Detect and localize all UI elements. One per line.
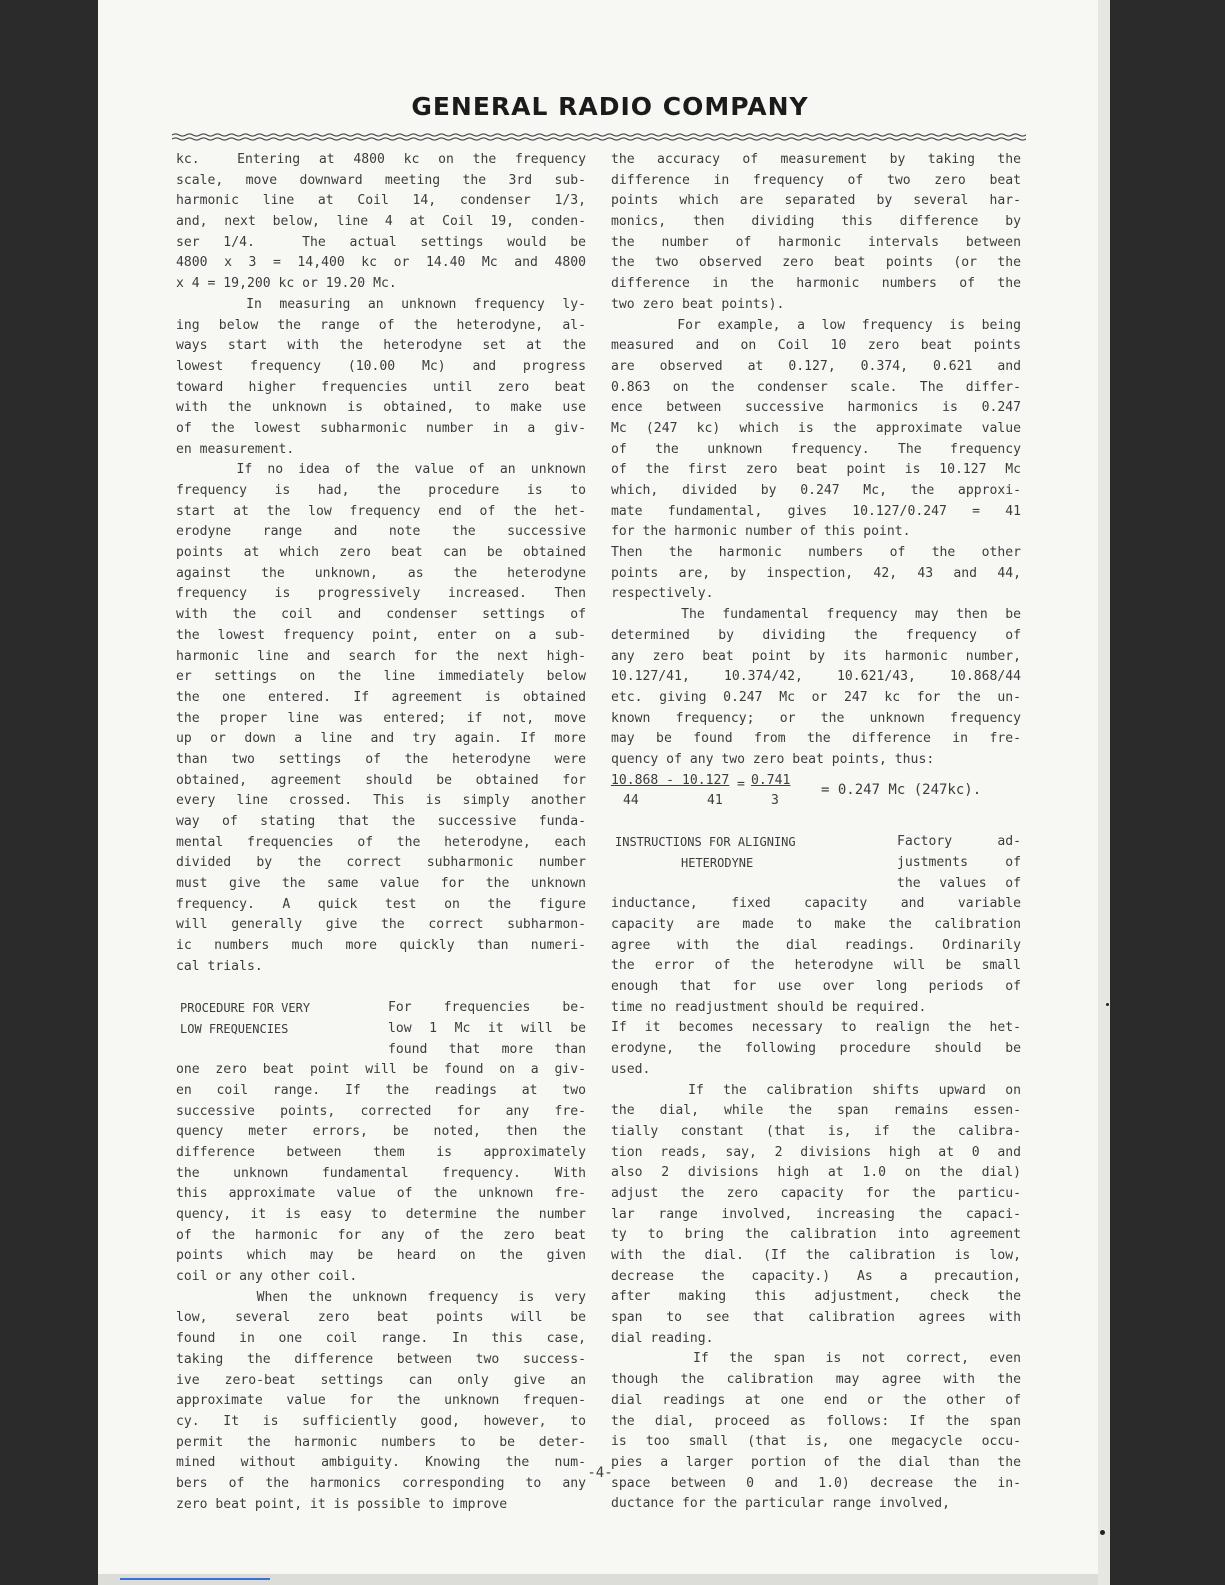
left-column-line: approximate value for the unknown frequen- xyxy=(176,1393,586,1409)
right-column-line: adjust the zero capacity for the particu- xyxy=(611,1185,1021,1201)
right-column-line: pies a larger portion of the dial than the xyxy=(611,1454,1021,1470)
left-column-line: successive points, corrected for any fre- xyxy=(176,1103,586,1119)
left-column-line: ing below the range of the heterodyne, al- xyxy=(176,317,586,333)
left-column-line: against the unknown, as the heterodyne xyxy=(176,565,586,581)
formula-denominator-3: 3 xyxy=(771,792,779,808)
left-column-line: en measurement. xyxy=(176,441,295,457)
right-column-line: is too small (that is, one megacycle occu- xyxy=(611,1434,1021,1450)
right-column-line: span to see that calibration agrees with xyxy=(611,1310,1021,1326)
left-column-line: the proper line was entered; if not, move xyxy=(176,710,586,726)
right-column-line: may be found from the difference in fre- xyxy=(611,731,1021,747)
right-column-line: tion reads, say, 2 divisions high at 0 and xyxy=(611,1144,1021,1160)
left-column-line: than two settings of the heterodyne were xyxy=(176,751,586,767)
right-column xyxy=(611,150,1021,1515)
right-column-line: difference in the harmonic numbers of the xyxy=(611,276,1021,292)
left-column-line: points at which zero beat can be obtained xyxy=(176,545,586,561)
right-column-line: If it becomes necessary to realign the het- xyxy=(611,1020,1021,1036)
left-column-line: cal trials. xyxy=(176,958,263,974)
right-column-line: mate fundamental, gives 10.127/0.247 = 41 xyxy=(611,503,1021,519)
section-heading-line-2: HETERODYNE xyxy=(681,856,754,870)
section-low-frequencies xyxy=(176,998,586,1060)
left-column-line: lowest frequency (10.00 Mc) and progress xyxy=(176,358,586,374)
section-heading-line-1: INSTRUCTIONS FOR ALIGNING xyxy=(615,835,796,850)
left-column-line: mined without ambiguity. Knowing the num- xyxy=(176,1455,586,1471)
right-column-line: ence between successive harmonics is 0.247 xyxy=(611,400,1021,416)
left-column-line: low, several zero beat points will be xyxy=(176,1310,586,1326)
right-column-line: points are, by inspection, 42, 43 and 44, xyxy=(611,565,1021,581)
formula-result: = 0.247 Mc (247kc). xyxy=(821,781,982,798)
left-column-line: the lowest frequency point, enter on a sub- xyxy=(176,627,586,643)
page-number: -4- xyxy=(587,1465,613,1481)
right-column-line: time no readjustment should be required. xyxy=(611,999,927,1015)
right-column-line: The fundamental frequency may then be xyxy=(611,607,1021,623)
left-column-line: taking the difference between two success- xyxy=(176,1351,586,1367)
left-column-line: coil or any other coil. xyxy=(176,1269,358,1285)
header-wavy-rule xyxy=(172,130,1026,144)
left-column-line: the unknown fundamental frequency. With xyxy=(176,1165,586,1181)
right-column-line: the number of harmonic intervals between xyxy=(611,234,1021,250)
right-column-line: monics, then dividing this difference by xyxy=(611,214,1021,230)
left-column-line: ways start with the heterodyne set at the xyxy=(176,338,586,354)
right-column-line: known frequency; or the unknown frequency xyxy=(611,710,1021,726)
left-column-line: erodyne range and note the successive xyxy=(176,524,586,540)
section-intro-line-3: found that more than xyxy=(388,1041,586,1057)
right-column-line: enough that for use over long periods of xyxy=(611,979,1021,995)
right-column-line: If the calibration shifts upward on xyxy=(611,1082,1021,1098)
right-column-line: capacity are made to make the calibration xyxy=(611,917,1021,932)
right-column-line: difference in frequency of two zero beat xyxy=(611,172,1021,188)
left-column-line: must give the same value for the unknown xyxy=(176,876,586,892)
right-column-line: any zero beat point by its harmonic number, xyxy=(611,648,1021,664)
right-column-line: which, divided by 0.247 Mc, the approxi- xyxy=(611,483,1021,498)
right-text-block-2 xyxy=(611,894,1021,1515)
left-column-line: every line crossed. This is simply another xyxy=(176,793,586,809)
left-column-line: cy. It is sufficiently good, however, to xyxy=(176,1413,586,1429)
right-column-line: 10.127/41, 10.374/42, 10.621/43, 10.868/44 xyxy=(611,669,1021,685)
company-header: GENERAL RADIO COMPANY xyxy=(411,92,809,121)
right-column-line: are observed at 0.127, 0.374, 0.621 and xyxy=(611,358,1021,374)
left-column-line: kc. Entering at 4800 kc on the frequency xyxy=(176,152,586,167)
left-column-line: of the harmonic for any of the zero beat xyxy=(176,1227,586,1243)
right-column-line: also 2 divisions high at 1.0 on the dial) xyxy=(611,1165,1021,1181)
scan-speck xyxy=(1100,1530,1105,1535)
right-column-line: measured and on Coil 10 zero beat points xyxy=(611,338,1021,354)
right-column-line: though the calibration may agree with the xyxy=(611,1372,1021,1388)
right-column-line: used. xyxy=(611,1061,651,1077)
right-column-line: determined by dividing the frequency of xyxy=(611,627,1021,643)
left-column-line: er settings on the line immediately below xyxy=(176,669,586,685)
left-column-line: obtained, agreement should be obtained for xyxy=(176,772,586,788)
right-column-line: two zero beat points). xyxy=(611,296,785,312)
left-column xyxy=(176,150,586,1515)
left-column-line: bers of the harmonics corresponding to any xyxy=(176,1475,586,1491)
left-column-line: and, next below, line 4 at Coil 19, conden- xyxy=(176,214,586,230)
left-column-line: permit the harmonic numbers to be deter- xyxy=(176,1434,586,1450)
right-column-line: dial reading. xyxy=(611,1330,714,1346)
formula-denominator-1: 44 xyxy=(623,792,639,808)
scan-bottom-link xyxy=(120,1578,270,1580)
section-intro-line-1: For frequencies be- xyxy=(388,1000,586,1016)
left-column-line: one zero beat point will be found on a giv- xyxy=(176,1062,586,1078)
right-column-line: the dial, while the span remains essen- xyxy=(611,1103,1021,1119)
formula-denominator-2: 41 xyxy=(707,792,723,808)
formula-equals-1: = xyxy=(737,776,745,792)
right-column-line: erodyne, the following procedure should be xyxy=(611,1041,1021,1057)
right-column-line: the error of the heterodyne will be small xyxy=(611,958,1021,974)
left-column-line: frequency. A quick test on the figure xyxy=(176,896,586,912)
formula-numerator-1: 10.868 - 10.127 xyxy=(611,772,730,788)
left-column-line: harmonic line and search for the next high- xyxy=(176,648,586,664)
right-column-line: of the unknown frequency. The frequency xyxy=(611,441,1021,457)
left-column-line: divided by the correct subharmonic number xyxy=(176,855,586,871)
left-column-line: with the unknown is obtained, to make use xyxy=(176,400,586,416)
section-intro-line-2: justments of xyxy=(897,855,1021,870)
formula xyxy=(611,771,1021,812)
left-column-line: 4800 x 3 = 14,400 kc or 14.40 Mc and 4800 xyxy=(176,255,586,271)
left-column-line: quency meter errors, be noted, then the xyxy=(176,1124,586,1140)
left-column-line: found in one coil range. In this case, xyxy=(176,1331,586,1347)
section-heading-line-1: PROCEDURE FOR VERY xyxy=(180,1001,311,1016)
left-column-line: ive zero-beat settings can only give an xyxy=(176,1372,586,1388)
right-column-line: For example, a low frequency is being xyxy=(611,317,1021,333)
right-column-line: after making this adjustment, check the xyxy=(611,1289,1021,1305)
left-text-block-2 xyxy=(176,1060,586,1515)
section-intro-line-2: low 1 Mc it will be xyxy=(388,1020,586,1036)
left-column-line: scale, move downward meeting the 3rd sub- xyxy=(176,172,586,188)
right-column-line: quency of any two zero beat points, thus: xyxy=(611,751,935,767)
right-column-line: the accuracy of measurement by taking the xyxy=(611,152,1021,167)
left-column-line: this approximate value of the unknown fre- xyxy=(176,1186,586,1202)
left-column-line: harmonic line at Coil 14, condenser 1/3, xyxy=(176,193,586,209)
left-column-line: ic numbers much more quickly than numeri- xyxy=(176,938,586,954)
left-column-line: with the coil and condenser settings of xyxy=(176,607,586,623)
section-intro-line-1: Factory ad- xyxy=(897,834,1021,850)
right-column-line: inductance, fixed capacity and variable xyxy=(611,896,1021,912)
left-column-line: toward higher frequencies until zero beat xyxy=(176,379,586,395)
left-column-line: zero beat point, it is possible to improve xyxy=(176,1496,508,1512)
section-heading-line-2: LOW FREQUENCIES xyxy=(180,1021,289,1036)
left-column-line: points which may be heard on the given xyxy=(176,1248,586,1264)
section-intro-line-3: the values of xyxy=(897,875,1021,891)
page-edge xyxy=(1098,0,1110,1585)
right-column-line: dial readings at one end or the other of xyxy=(611,1392,1021,1408)
right-column-line: for the harmonic number of this point. xyxy=(611,524,911,540)
right-column-line: the dial, proceed as follows: If the span xyxy=(611,1413,1021,1429)
right-column-line: Then the harmonic numbers of the other xyxy=(611,545,1021,561)
left-column-line: x 4 = 19,200 kc or 19.20 Mc. xyxy=(176,276,397,292)
right-column-line: space between 0 and 1.0) decrease the in- xyxy=(611,1475,1021,1491)
left-column-line: frequency is progressively increased. Then xyxy=(176,586,586,602)
right-column-line: etc. giving 0.247 Mc or 247 kc for the un- xyxy=(611,689,1021,705)
formula-numerator-2: 0.741 xyxy=(751,772,791,788)
left-column-line: quency, it is easy to determine the number xyxy=(176,1207,586,1222)
right-column-line: points which are separated by several har- xyxy=(611,193,1021,209)
right-column-line: lar range involved, increasing the capaci- xyxy=(611,1206,1021,1222)
right-column-line: If the span is not correct, even xyxy=(611,1351,1021,1367)
left-text-block xyxy=(176,150,586,978)
right-text-block xyxy=(611,150,1021,771)
left-column-line: ser 1/4. The actual settings would be xyxy=(176,234,586,250)
right-column-line: 0.863 on the condenser scale. The differ- xyxy=(611,379,1021,395)
left-column-line: difference between them is approximately xyxy=(176,1144,586,1160)
right-column-line: decrease the capacity.) As a precaution, xyxy=(611,1268,1021,1284)
left-column-line: In measuring an unknown frequency ly- xyxy=(176,296,586,312)
left-column-line: frequency is had, the procedure is to xyxy=(176,483,586,498)
left-column-line: If no idea of the value of an unknown xyxy=(176,462,586,478)
right-column-line: ty to bring the calibration into agreement xyxy=(611,1227,1021,1243)
left-column-line: of the lowest subharmonic number in a giv- xyxy=(176,420,586,436)
left-column-line: When the unknown frequency is very xyxy=(176,1289,586,1305)
left-column-line: mental frequencies of the heterodyne, each xyxy=(176,834,586,850)
left-column-line: will generally give the correct subharmon- xyxy=(176,917,586,933)
section-aligning-heterodyne xyxy=(611,832,1021,894)
left-column-line: en coil range. If the readings at two xyxy=(176,1082,586,1098)
left-column-line: the one entered. If agreement is obtained xyxy=(176,689,586,705)
right-column-line: ductance for the particular range involved, xyxy=(611,1496,950,1512)
left-column-line: start at the low frequency end of the het- xyxy=(176,503,586,519)
right-column-line: respectively. xyxy=(611,586,714,602)
right-column-line: of the first zero beat point is 10.127 Mc xyxy=(611,462,1021,478)
left-column-line: up or down a line and try again. If more xyxy=(176,731,586,747)
right-column-line: tially constant (that is, if the calibra- xyxy=(611,1123,1021,1139)
left-column-line: way of stating that the successive funda- xyxy=(176,814,586,829)
scan-speck xyxy=(1106,1003,1109,1006)
right-column-line: Mc (247 kc) which is the approximate value xyxy=(611,420,1021,436)
right-column-line: the two observed zero beat points (or the xyxy=(611,255,1021,271)
right-column-line: with the dial. (If the calibration is low, xyxy=(611,1248,1021,1263)
right-column-line: agree with the dial readings. Ordinarily xyxy=(611,937,1021,953)
